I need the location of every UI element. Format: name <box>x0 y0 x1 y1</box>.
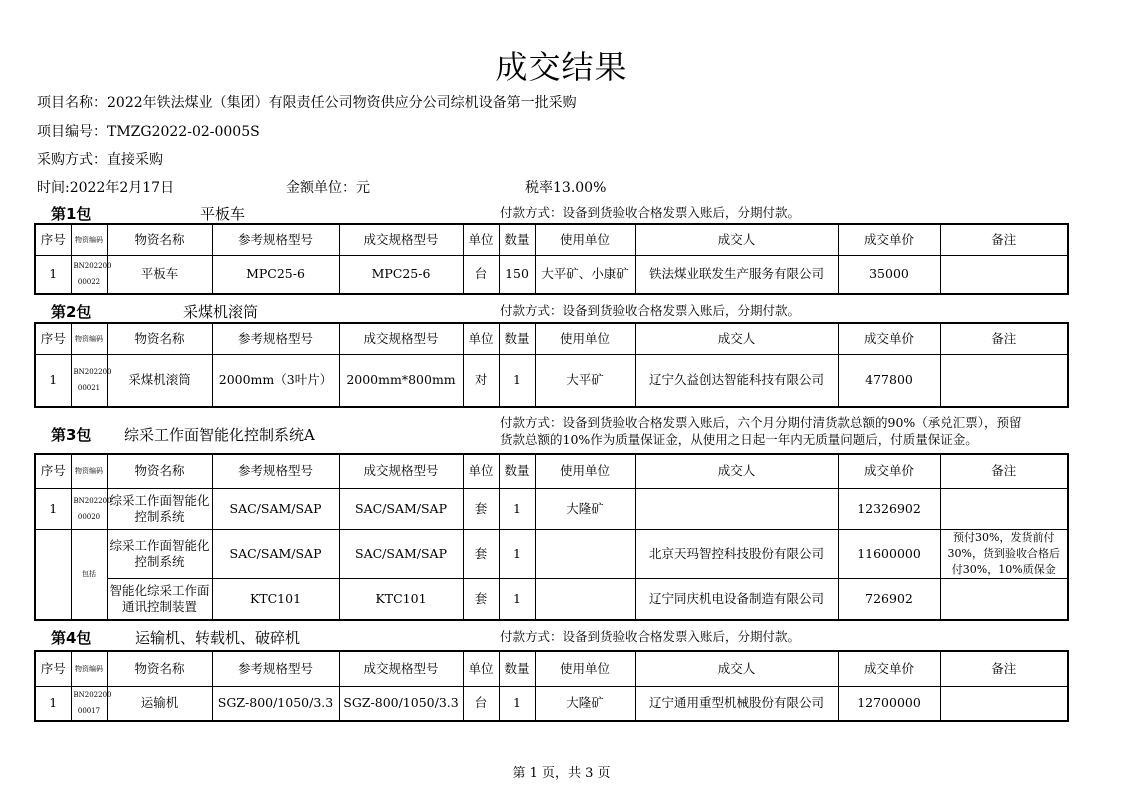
header-cell: 数量 <box>499 323 535 354</box>
header-cell: 物资名称 <box>107 651 212 686</box>
table-row <box>35 529 1068 578</box>
deal-spec-cell: SAC/SAM/SAP <box>339 488 463 529</box>
price-cell: 11600000 <box>838 529 940 578</box>
seq-cell <box>35 529 71 620</box>
user-cell: 大隆矿 <box>535 488 635 529</box>
header-cell: 成交人 <box>635 224 838 255</box>
header-cell: 数量 <box>499 454 535 488</box>
header-cell: 序号 <box>35 454 71 488</box>
material-cell: 采煤机滚筒 <box>107 354 212 407</box>
price-cell: 12700000 <box>838 686 940 721</box>
qty-cell: 1 <box>499 488 535 529</box>
unit-cell: 套 <box>463 578 499 620</box>
package-name: 平板车 <box>200 205 246 223</box>
user-cell: 大平矿、小康矿 <box>535 255 635 294</box>
material-cell: 综采工作面智能化控制系统 <box>107 488 212 529</box>
qty-cell: 1 <box>499 578 535 620</box>
header-cell: 数量 <box>499 224 535 255</box>
unit-cell: 套 <box>463 488 499 529</box>
user-cell: 大隆矿 <box>535 686 635 721</box>
material-cell: 运输机 <box>107 686 212 721</box>
header-cell: 使用单位 <box>535 323 635 354</box>
header-cell: 备注 <box>940 651 1068 686</box>
winner-cell: 铁法煤业联发生产服务有限公司 <box>635 255 838 294</box>
material-cell: 综采工作面智能化控制系统 <box>107 529 212 578</box>
package-name: 采煤机滚筒 <box>183 303 259 321</box>
header-cell: 单位 <box>463 224 499 255</box>
ref-spec-cell: SAC/SAM/SAP <box>212 529 339 578</box>
qty-cell: 150 <box>499 255 535 294</box>
header-cell: 参考规格型号 <box>212 454 339 488</box>
header-cell: 物资名称 <box>107 454 212 488</box>
material-cell: 平板车 <box>107 255 212 294</box>
tax-rate: 税率13.00% <box>525 180 607 196</box>
winner-cell: 辽宁久益创达智能科技有限公司 <box>635 354 838 407</box>
table-row <box>35 488 1068 529</box>
header-cell: 物资名称 <box>107 224 212 255</box>
header-cell: 成交单价 <box>838 454 940 488</box>
header-cell: 物资编码 <box>71 454 107 488</box>
header-cell: 成交人 <box>635 454 838 488</box>
seq-cell: 1 <box>35 488 71 529</box>
ref-spec-cell: SAC/SAM/SAP <box>212 488 339 529</box>
user-cell <box>535 578 635 620</box>
table-row <box>35 255 1068 294</box>
header-cell: 备注 <box>940 323 1068 354</box>
payment-terms: 付款方式：设备到货验收合格发票入账后，六个月分期付清货款总额的90%（承兑汇票），预留货款总额的10%作为质量保证金，从使用之日起一年内无质量问题后，付质量保证金。 <box>500 415 1022 447</box>
project-number: 项目编号：TMZG2022-02-0005S <box>37 124 260 140</box>
header-cell: 单位 <box>463 323 499 354</box>
header-cell: 成交人 <box>635 323 838 354</box>
ref-spec-cell: 2000mm（3叶片） <box>212 354 339 407</box>
code-cell: BN202200 00022 <box>71 255 107 294</box>
header-cell: 成交单价 <box>838 224 940 255</box>
deal-spec-cell: 2000mm*800mm <box>339 354 463 407</box>
header-cell: 物资编码 <box>71 323 107 354</box>
header-cell: 成交规格型号 <box>339 454 463 488</box>
package-number: 第2包 <box>51 303 92 321</box>
remark-cell <box>940 488 1068 529</box>
deal-spec-cell: KTC101 <box>339 578 463 620</box>
header-cell: 成交人 <box>635 651 838 686</box>
package-2-table <box>34 322 1069 408</box>
package-1-table <box>34 223 1069 295</box>
code-cell: BN202200 00021 <box>71 354 107 407</box>
unit-cell: 套 <box>463 529 499 578</box>
deal-spec-cell: MPC25-6 <box>339 255 463 294</box>
table-row <box>35 686 1068 721</box>
header-cell: 备注 <box>940 224 1068 255</box>
page-title: 成交结果 <box>495 48 628 86</box>
remark-cell <box>940 578 1068 620</box>
unit-cell: 台 <box>463 686 499 721</box>
header-cell: 参考规格型号 <box>212 323 339 354</box>
user-cell <box>535 529 635 578</box>
code-cell: 包括 <box>71 529 107 620</box>
payment-terms: 付款方式：设备到货验收合格发票入账后，分期付款。 <box>500 303 801 318</box>
payment-terms: 付款方式：设备到货验收合格发票入账后，分期付款。 <box>500 629 801 644</box>
header-cell: 单位 <box>463 651 499 686</box>
unit-cell: 台 <box>463 255 499 294</box>
package-3-table <box>34 453 1069 621</box>
ref-spec-cell: SGZ-800/1050/3.3 <box>212 686 339 721</box>
package-number: 第1包 <box>51 205 92 223</box>
winner-cell: 辽宁同庆机电设备制造有限公司 <box>635 578 838 620</box>
seq-cell: 1 <box>35 255 71 294</box>
header-cell: 使用单位 <box>535 224 635 255</box>
remark-cell: 预付30%，发货前付30%，货到验收合格后付30%，10%质保金 <box>940 529 1068 578</box>
header-cell: 序号 <box>35 224 71 255</box>
header-cell: 数量 <box>499 651 535 686</box>
code-cell: BN202200 00017 <box>71 686 107 721</box>
remark-cell <box>940 255 1068 294</box>
header-cell: 成交单价 <box>838 323 940 354</box>
table-row <box>35 354 1068 407</box>
amount-unit: 金额单位：元 <box>286 180 370 196</box>
qty-cell: 1 <box>499 686 535 721</box>
table-row <box>35 578 1068 620</box>
header-cell: 成交规格型号 <box>339 323 463 354</box>
header-cell: 物资编码 <box>71 224 107 255</box>
header-row <box>35 224 1068 255</box>
deal-spec-cell: SGZ-800/1050/3.3 <box>339 686 463 721</box>
page-number: 第 1 页，共 3 页 <box>512 766 611 781</box>
header-cell: 备注 <box>940 454 1068 488</box>
material-cell: 智能化综采工作面通讯控制装置 <box>107 578 212 620</box>
header-row <box>35 323 1068 354</box>
header-cell: 成交规格型号 <box>339 651 463 686</box>
seq-cell: 1 <box>35 354 71 407</box>
winner-cell <box>635 488 838 529</box>
seq-cell: 1 <box>35 686 71 721</box>
date: 时间:2022年2月17日 <box>37 180 175 196</box>
winner-cell: 北京天玛智控科技股份有限公司 <box>635 529 838 578</box>
package-4-table <box>34 650 1069 722</box>
package-name: 综采工作面智能化控制系统A <box>124 426 315 444</box>
unit-cell: 对 <box>463 354 499 407</box>
ref-spec-cell: KTC101 <box>212 578 339 620</box>
package-number: 第4包 <box>51 629 92 647</box>
header-cell: 单位 <box>463 454 499 488</box>
header-cell: 使用单位 <box>535 454 635 488</box>
price-cell: 35000 <box>838 255 940 294</box>
header-cell: 使用单位 <box>535 651 635 686</box>
qty-cell: 1 <box>499 354 535 407</box>
deal-spec-cell: SAC/SAM/SAP <box>339 529 463 578</box>
project-name: 项目名称：2022年铁法煤业（集团）有限责任公司物资供应分公司综机设备第一批采购 <box>37 95 577 111</box>
header-cell: 成交规格型号 <box>339 224 463 255</box>
package-name: 运输机、转载机、破碎机 <box>135 629 301 647</box>
header-cell: 序号 <box>35 651 71 686</box>
header-cell: 物资编码 <box>71 651 107 686</box>
qty-cell: 1 <box>499 529 535 578</box>
purchase-method: 采购方式：直接采购 <box>37 152 163 168</box>
header-cell: 参考规格型号 <box>212 651 339 686</box>
remark-cell <box>940 354 1068 407</box>
price-cell: 12326902 <box>838 488 940 529</box>
ref-spec-cell: MPC25-6 <box>212 255 339 294</box>
header-row <box>35 454 1068 488</box>
price-cell: 726902 <box>838 578 940 620</box>
package-number: 第3包 <box>51 426 92 444</box>
user-cell: 大平矿 <box>535 354 635 407</box>
header-cell: 序号 <box>35 323 71 354</box>
code-cell: BN202200 00020 <box>71 488 107 529</box>
header-cell: 参考规格型号 <box>212 224 339 255</box>
remark-cell <box>940 686 1068 721</box>
winner-cell: 辽宁通用重型机械股份有限公司 <box>635 686 838 721</box>
price-cell: 477800 <box>838 354 940 407</box>
header-row <box>35 651 1068 686</box>
header-cell: 物资名称 <box>107 323 212 354</box>
header-cell: 成交单价 <box>838 651 940 686</box>
payment-terms: 付款方式：设备到货验收合格发票入账后，分期付款。 <box>500 205 801 220</box>
